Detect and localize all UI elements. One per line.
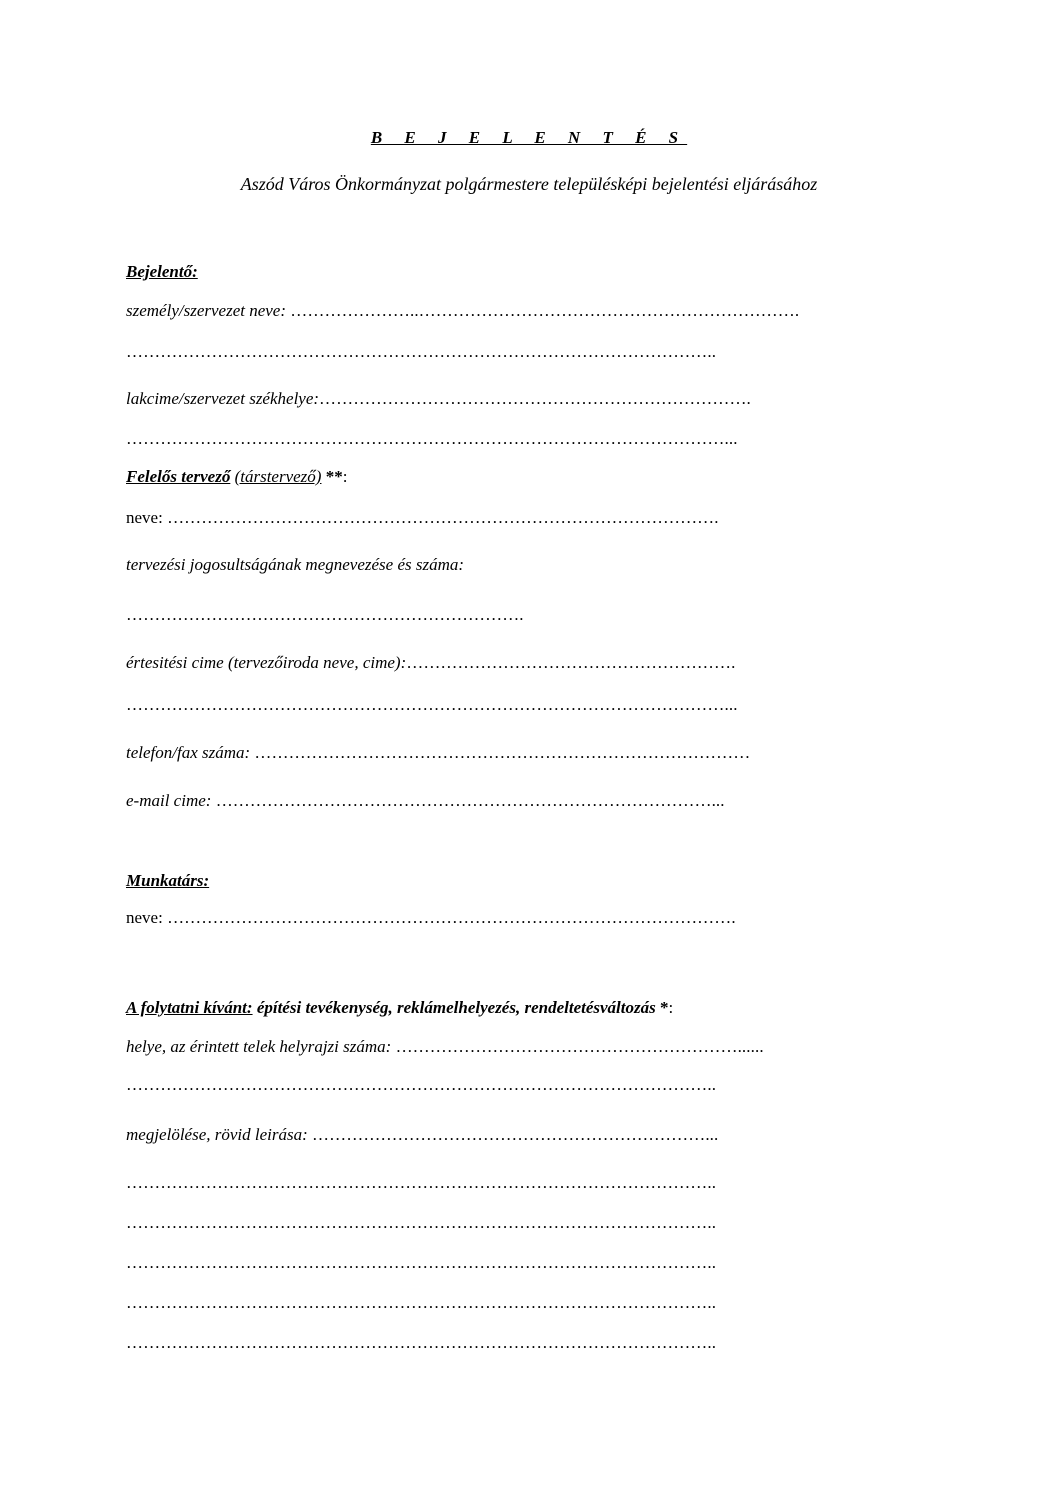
section-heading-tervezo-suffix: (társtervező) [234, 467, 322, 486]
field-input-description-line[interactable]: ………………………………………………………………………………………….. [126, 1333, 717, 1352]
field-input-address[interactable]: …………………………………………………………………. [319, 389, 751, 408]
field-label-phone: telefon/fax száma: [126, 743, 251, 762]
field-label-description: megjelölése, rövid leirása: [126, 1125, 308, 1144]
document-title: B E J E L E N T É S [370, 128, 688, 147]
document-subtitle: Aszód Város Önkormányzat polgármestere településképi bejelentési eljárásához [240, 174, 818, 194]
field-row-coworker-name [126, 907, 736, 929]
field-input-address-continued[interactable]: ……………………………………………………………………………………………... [126, 429, 738, 448]
heading-colon: : [668, 998, 674, 1017]
field-input-designer-name[interactable]: ……………………………………………………………………………………. [167, 508, 719, 527]
field-input-description-line[interactable]: ………………………………………………………………………………………….. [126, 1293, 717, 1312]
required-mark: * [659, 998, 669, 1017]
field-input-name-continued[interactable]: ………………………………………………………………………………………….. [126, 342, 717, 361]
field-row-name [126, 300, 799, 322]
field-input-name[interactable]: …………………..…………………………………………………………. [290, 301, 800, 320]
section-heading-activity-rest: építési tevékenység, reklámelhelyezés, rendeltetésváltozás [256, 998, 656, 1017]
field-input-contact-continued[interactable]: ……………………………………………………………………………………………... [126, 695, 738, 714]
field-row-designer-name [126, 507, 719, 529]
section-heading-munkatars: Munkatárs: [126, 871, 210, 890]
required-marks: ** [325, 467, 343, 486]
field-input-email[interactable]: ……………………………………………………………………………... [215, 791, 725, 810]
field-row-description [126, 1124, 718, 1146]
field-input-location[interactable]: ……………………………………………………...... [395, 1037, 764, 1056]
field-row-address [126, 388, 751, 410]
field-input-description-line[interactable]: ………………………………………………………………………………………….. [126, 1173, 717, 1192]
field-label-email: e-mail cime: [126, 791, 212, 810]
section-heading-activity-row [126, 997, 673, 1019]
field-input-license[interactable]: ……………………………………………………………. [126, 605, 524, 624]
section-heading-activity: A folytatni kívánt: [126, 998, 253, 1017]
field-row-location [126, 1036, 764, 1058]
section-heading-bejelento: Bejelentő: [126, 262, 198, 281]
field-input-phone[interactable]: …………………………………………………………………………… [254, 743, 751, 762]
field-input-description[interactable]: ……………………………………………………………... [312, 1125, 719, 1144]
field-row-email [126, 790, 725, 812]
field-row-phone [126, 742, 750, 764]
field-label-location: helye, az érintett telek helyrajzi száma: [126, 1037, 392, 1056]
field-label-designer-name: neve: [126, 508, 163, 527]
field-input-description-line[interactable]: ………………………………………………………………………………………….. [126, 1253, 717, 1272]
field-label-contact: értesitési cime (tervezőiroda neve, cime): [126, 653, 407, 672]
section-heading-tervezo-row [126, 466, 347, 488]
field-label-coworker-name: neve: [126, 908, 163, 927]
field-input-location-continued[interactable]: ………………………………………………………………………………………….. [126, 1075, 717, 1094]
field-label-name: személy/szervezet neve: [126, 301, 287, 320]
field-input-contact[interactable]: …………………………………………………. [406, 653, 736, 672]
field-label-license: tervezési jogosultságának megnevezése és száma: [126, 555, 465, 574]
field-row-contact [126, 652, 735, 674]
heading-colon: : [342, 467, 348, 486]
field-input-coworker-name[interactable]: ………………………………………………………………………………………. [167, 908, 736, 927]
field-input-description-line[interactable]: ………………………………………………………………………………………….. [126, 1213, 717, 1232]
field-label-address: lakcime/szervezet székhelye: [126, 389, 320, 408]
section-heading-tervezo: Felelős tervező [126, 467, 231, 486]
